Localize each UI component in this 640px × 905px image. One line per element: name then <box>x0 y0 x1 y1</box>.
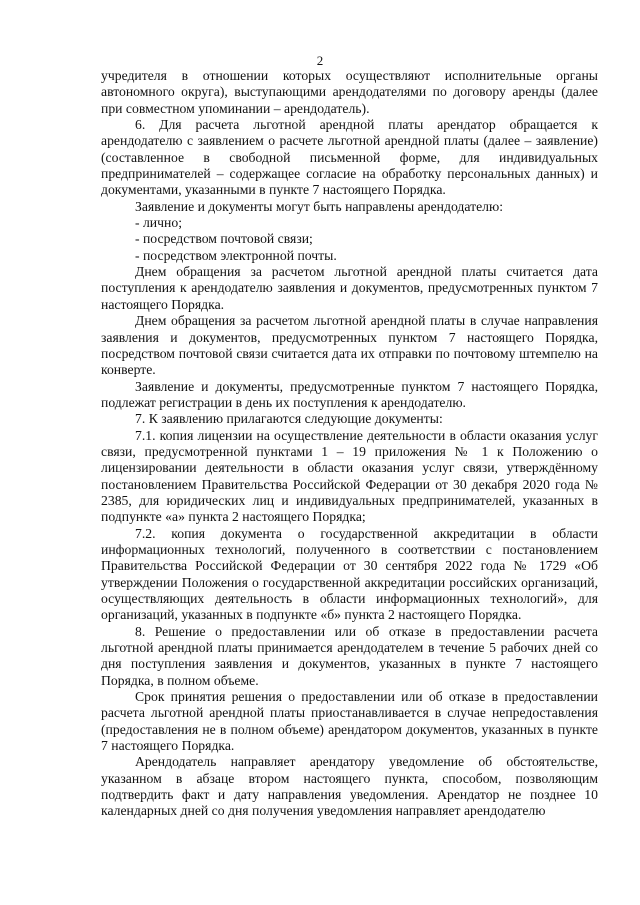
paragraph: Днем обращения за расчетом льготной арендной платы считается дата поступления к арендодателю заявления и документов, предусмотренных пунктом 7 настоящего Порядка. <box>101 264 598 312</box>
paragraph-item-6: 6. Для расчета льготной арендной платы арендатор обращается к арендодателю с заявлением о расчете льготной арендной платы (далее – заявление) (составленное в свободной письменной форме, для индивидуальных предпринимателей – содержащее согласие на обработку персональных данных) и документами, указанными в пункте 7 настоящего Порядка. <box>101 117 598 198</box>
paragraph-item-8: 8. Решение о предоставлении или об отказе в предоставлении расчета льготной арендной платы принимается арендодателем в течение 5 рабочих дней со дня поступления заявления и документов, указанных в пункте 7 настоящего Порядка, в полном объеме. <box>101 623 598 688</box>
list-item: - посредством почтовой связи; <box>135 231 313 247</box>
document-body <box>101 68 598 820</box>
list-item: - лично; <box>135 215 182 231</box>
paragraph: Днем обращения за расчетом льготной арендной платы в случае направления заявления и документов, предусмотренных пунктом 7 настоящего Порядка, посредством почтовой связи считается дата их отправки по почтовому штемпелю на конверте. <box>101 313 598 378</box>
paragraph: Срок принятия решения о предоставлении или об отказе в предоставлении расчета льготной арендной платы приостанавливается в случае непредоставления (предоставления не в полном объеме) арендатором документов, указанных в пункте 7 настоящего Порядка. <box>101 689 598 754</box>
paragraph: Арендодатель направляет арендатору уведомление об обстоятельстве, указанном в абзаце втором настоящего пункта, способом, позволяющим подтвердить факт и дату направления уведомления. Арендатор не позднее 10 календарных дней со дня получения уведомления направляет арендодателю <box>101 754 598 819</box>
paragraph-item-7-2: 7.2. копия документа о государственной аккредитации в области информационных технологий, полученного в соответствии с постановлением Правительства Российской Федерации от 30 сентября 2022 года № 1729 «Об утверждении Положения о государственной аккредитации российских организаций, осуществляющих деятельность в области информационных технологий», для организаций, указанных в подпункте «б» пункта 2 настоящего Порядка. <box>101 525 598 623</box>
paragraph-item-7: 7. К заявлению прилагаются следующие документы: <box>135 411 443 427</box>
paragraph: Заявление и документы могут быть направлены арендодателю: <box>135 198 503 214</box>
paragraph-continuation: учредителя в отношении которых осуществляют исполнительные органы автономного округа), выступающими арендодателями по договору аренды (далее при совместном упоминании – арендодатель). <box>101 68 598 116</box>
list-item: - посредством электронной почты. <box>135 247 337 263</box>
paragraph: Заявление и документы, предусмотренные пунктом 7 настоящего Порядка, подлежат регистрации в день их поступления к арендодателю. <box>101 378 598 410</box>
paragraph-item-7-1: 7.1. копия лицензии на осуществление деятельности в области оказания услуг связи, предусмотренной пунктами 1 – 19 приложения № 1 к Положению о лицензировании деятельности в области оказания услуг связи, утверждённому постановлением Правительства Российской Федерации от 30 декабря 2020 года № 2385, для юридических лиц и индивидуальных предпринимателей, указанных в подпункте «а» пункта 2 настоящего Порядка; <box>101 427 598 525</box>
page-number: 2 <box>316 53 324 68</box>
